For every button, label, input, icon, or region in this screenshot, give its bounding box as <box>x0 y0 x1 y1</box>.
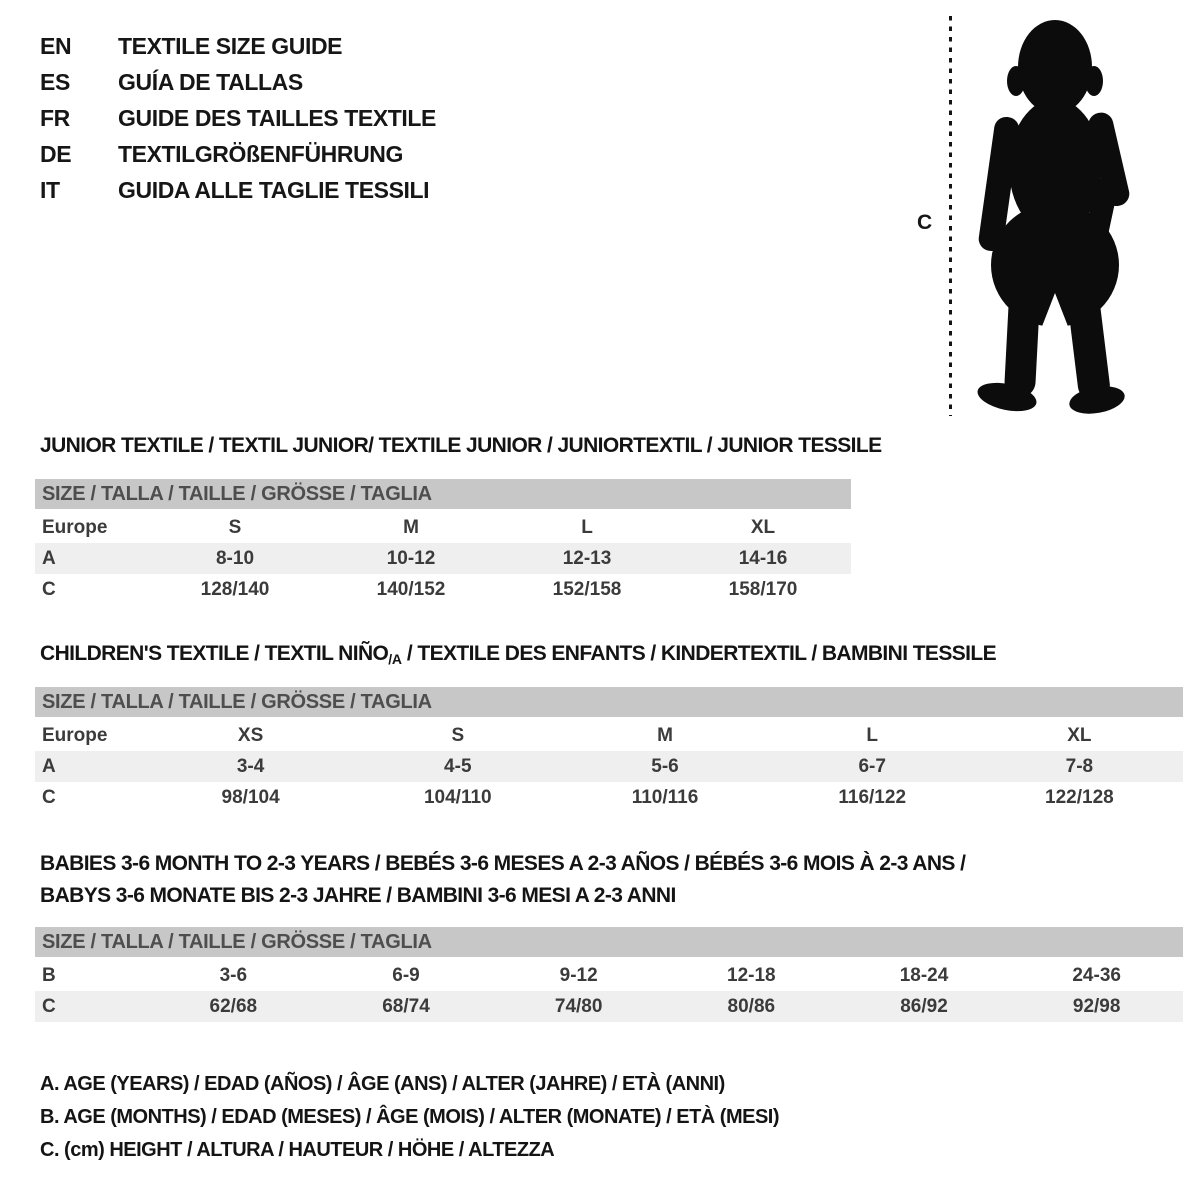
children-section-title <box>40 642 996 666</box>
table-row <box>35 512 851 543</box>
table-cell: 128/140 <box>200 578 270 600</box>
table-row <box>35 720 1183 751</box>
babies-title-line2: BABYS 3-6 MONATE BIS 2-3 JAHRE / BAMBINI 3-6 MESI A 2-3 ANNI <box>40 884 676 907</box>
babies-title-line1: BABIES 3-6 MONTH TO 2-3 YEARS / BEBÉS 3-6 MESES A 2-3 AÑOS / BÉBÉS 3-6 MOIS À 2-3 ANS / <box>40 852 966 875</box>
table-cell: 4-5 <box>444 755 472 777</box>
children-size-header: SIZE / TALLA / TAILLE / GRÖSSE / TAGLIA <box>35 687 1183 717</box>
table-cell: 14-16 <box>738 547 788 569</box>
table-cell: 110/116 <box>631 786 699 808</box>
junior-size-header: SIZE / TALLA / TAILLE / GRÖSSE / TAGLIA <box>35 479 851 509</box>
babies-size-table <box>35 927 1183 1022</box>
table-cell: 10-12 <box>386 547 436 569</box>
table-cell: M <box>657 724 673 746</box>
height-figure <box>905 8 1197 420</box>
table-cell: 8-10 <box>215 547 255 569</box>
baby-silhouette-icon <box>967 17 1139 417</box>
table-cell: XL <box>750 516 776 538</box>
legend-line-b: B. AGE (MONTHS) / EDAD (MESES) / ÂGE (MOIS) / ALTER (MONATE) / ETÀ (MESI) <box>40 1106 780 1128</box>
language-title: GUÍA DE TALLAS <box>118 68 303 95</box>
language-row <box>40 172 436 208</box>
table-cell: 86/92 <box>900 995 948 1017</box>
row-label: A <box>42 547 56 569</box>
language-title: GUIDA ALLE TAGLIE TESSILI <box>118 176 430 203</box>
language-row <box>40 28 436 64</box>
height-measure-dashed-line <box>949 16 952 416</box>
table-cell: 80/86 <box>727 995 776 1017</box>
language-row <box>40 136 436 172</box>
babies-size-header: SIZE / TALLA / TAILLE / GRÖSSE / TAGLIA <box>35 927 1183 957</box>
table-cell: 122/128 <box>1045 786 1114 808</box>
height-measure-label: C <box>917 211 933 234</box>
table-cell: S <box>451 724 465 746</box>
language-code: FR <box>40 104 70 131</box>
table-cell: XS <box>237 724 264 746</box>
table-cell: L <box>581 516 593 538</box>
row-label: A <box>42 755 56 777</box>
language-title: TEXTILGRÖßENFÜHRUNG <box>118 140 403 167</box>
language-code: ES <box>40 68 70 95</box>
table-cell: 6-7 <box>858 755 886 777</box>
table-cell: 5-6 <box>651 755 679 777</box>
table-cell: 140/152 <box>376 578 446 600</box>
table-cell: 12-13 <box>562 547 612 569</box>
table-cell: M <box>403 516 419 538</box>
table-row <box>35 960 1183 991</box>
junior-size-table <box>35 479 851 605</box>
table-cell: 116/122 <box>838 786 907 808</box>
table-cell: 98/104 <box>221 786 280 808</box>
junior-section-title: JUNIOR TEXTILE / TEXTIL JUNIOR/ TEXTILE JUNIOR / JUNIORTEXTIL / JUNIOR TESSILE <box>40 434 882 457</box>
measure-legend <box>40 1068 779 1167</box>
table-cell: S <box>228 516 242 538</box>
language-code: IT <box>40 176 60 203</box>
table-cell: XL <box>1067 724 1092 746</box>
legend-line-a: A. AGE (YEARS) / EDAD (AÑOS) / ÂGE (ANS) / ALTER (JAHRE) / ETÀ (ANNI) <box>40 1073 725 1095</box>
row-label: Europe <box>42 516 108 538</box>
table-cell: 6-9 <box>392 964 420 986</box>
children-title-post: / TEXTILE DES ENFANTS / KINDERTEXTIL / BAMBINI TESSILE <box>401 642 997 665</box>
row-label: C <box>42 995 56 1017</box>
row-label: C <box>42 786 56 808</box>
table-row <box>35 574 851 605</box>
children-title-pre: CHILDREN'S TEXTILE / TEXTIL NIÑO <box>40 642 389 665</box>
babies-section-title <box>40 848 965 912</box>
language-title: GUIDE DES TAILLES TEXTILE <box>118 104 436 131</box>
table-cell: 152/158 <box>552 578 622 600</box>
table-cell: 3-4 <box>236 755 265 777</box>
row-label: B <box>42 964 56 986</box>
table-cell: 92/98 <box>1072 995 1121 1017</box>
table-row <box>35 782 1183 813</box>
table-cell: 7-8 <box>1065 755 1094 777</box>
table-cell: 12-18 <box>727 964 776 986</box>
language-row <box>40 100 436 136</box>
row-label: Europe <box>42 724 108 746</box>
language-code: DE <box>40 140 72 167</box>
table-cell: 18-24 <box>899 964 949 986</box>
table-cell: 104/110 <box>423 786 492 808</box>
row-label: C <box>42 578 56 600</box>
legend-line-c: C. (cm) HEIGHT / ALTURA / HAUTEUR / HÖHE / ALTEZZA <box>40 1139 555 1161</box>
table-cell: 9-12 <box>559 964 598 986</box>
table-cell: 62/68 <box>209 995 258 1017</box>
language-row <box>40 64 436 100</box>
language-list <box>40 28 436 208</box>
table-cell: 24-36 <box>1072 964 1121 986</box>
children-title-sub: /A <box>388 651 402 667</box>
table-cell: 74/80 <box>554 995 603 1017</box>
children-size-table <box>35 687 1183 813</box>
table-row <box>35 751 1183 782</box>
table-row <box>35 543 851 574</box>
table-cell: 158/170 <box>728 578 798 600</box>
language-code: EN <box>40 32 72 59</box>
table-cell: 3-6 <box>219 964 248 986</box>
language-title: TEXTILE SIZE GUIDE <box>118 32 343 59</box>
table-cell: L <box>866 724 878 746</box>
table-cell: 68/74 <box>382 995 430 1017</box>
table-row <box>35 991 1183 1022</box>
